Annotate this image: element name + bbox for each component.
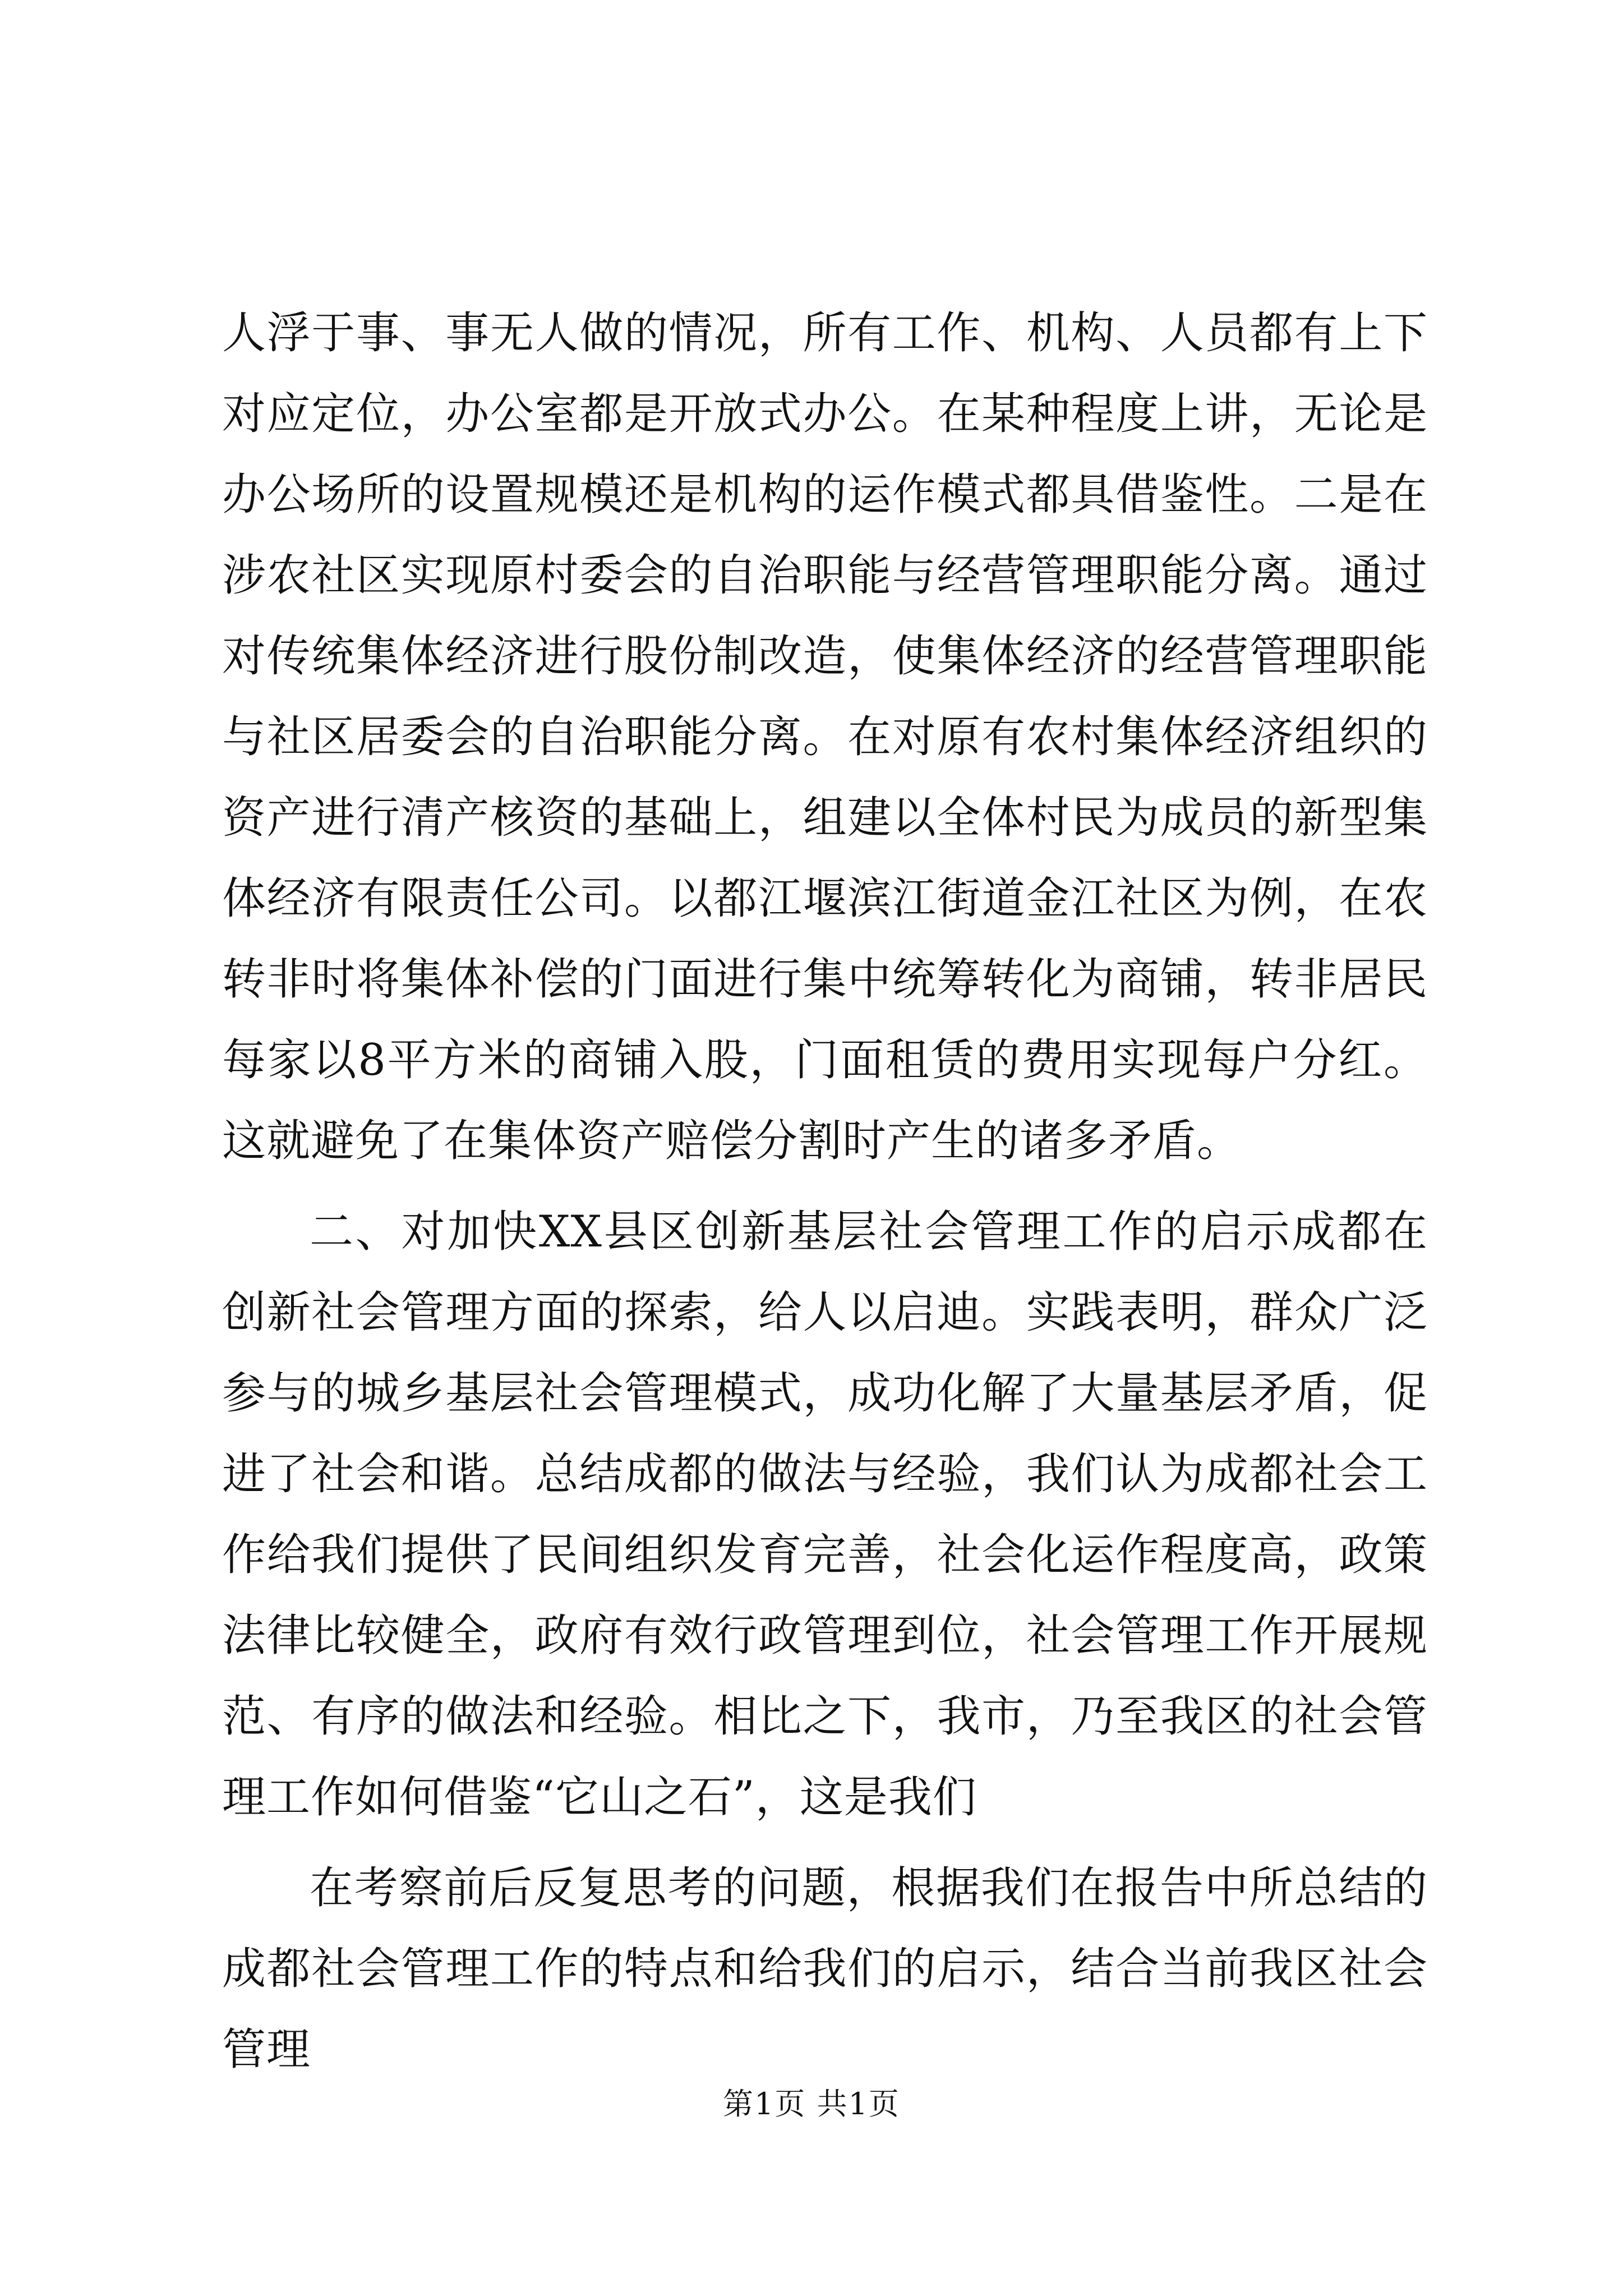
paragraph-2: 二、对加快XX县区创新基层社会管理工作的启示成都在创新社会管理方面的探索，给人以启迪。实践表明，群众广泛参与的城乡基层社会管理模式，成功化解了大量基层矛盾，促进了社会和谐。总结成都的做法与经验，我们认为成都社会工作给我们提供了民间组织发育完善，社会化运作程度高，政策法律比较健全，政府有效行政管理到位，社会管理工作开展规范、有序的做法和经验。相比之下，我市，乃至我区的社会管理工作如何借鉴“它山之石”，这是我们 [222,1207,1428,1823]
paragraph-1: 人浮于事、事无人做的情况，所有工作、机构、人员都有上下对应定位，办公室都是开放式办公。在某种程度上讲，无论是办公场所的设置规模还是机构的运作模式都具借鉴性。二是在涉农社区实现原村委会的自治职能与经营管理职能分离。通过对传统集体经济进行股份制改造，使集体经济的经营管理职能与社区居委会的自治职能分离。在对原有农村集体经济组织的资产进行清产核资的基础上，组建以全体村民为成员的新型集体经济有限责任公司。以都江堰滨江街道金江社区为例，在农转非时将集体补偿的门面进行集中统筹转化为商铺，转非居民每家以8平方米的商铺入股，门面租赁的费用实现每户分红。这就避免了在集体资产赔偿分割时产生的诸多矛盾。 [222,308,1428,1166]
page-footer: 第1页 共1页 [723,2086,900,2122]
paragraph-3: 在考察前后反复思考的问题，根据我们在报告中所总结的成都社会管理工作的特点和给我们的启示，结合当前我区社会管理 [222,1863,1428,2075]
document-body [222,293,1428,2090]
